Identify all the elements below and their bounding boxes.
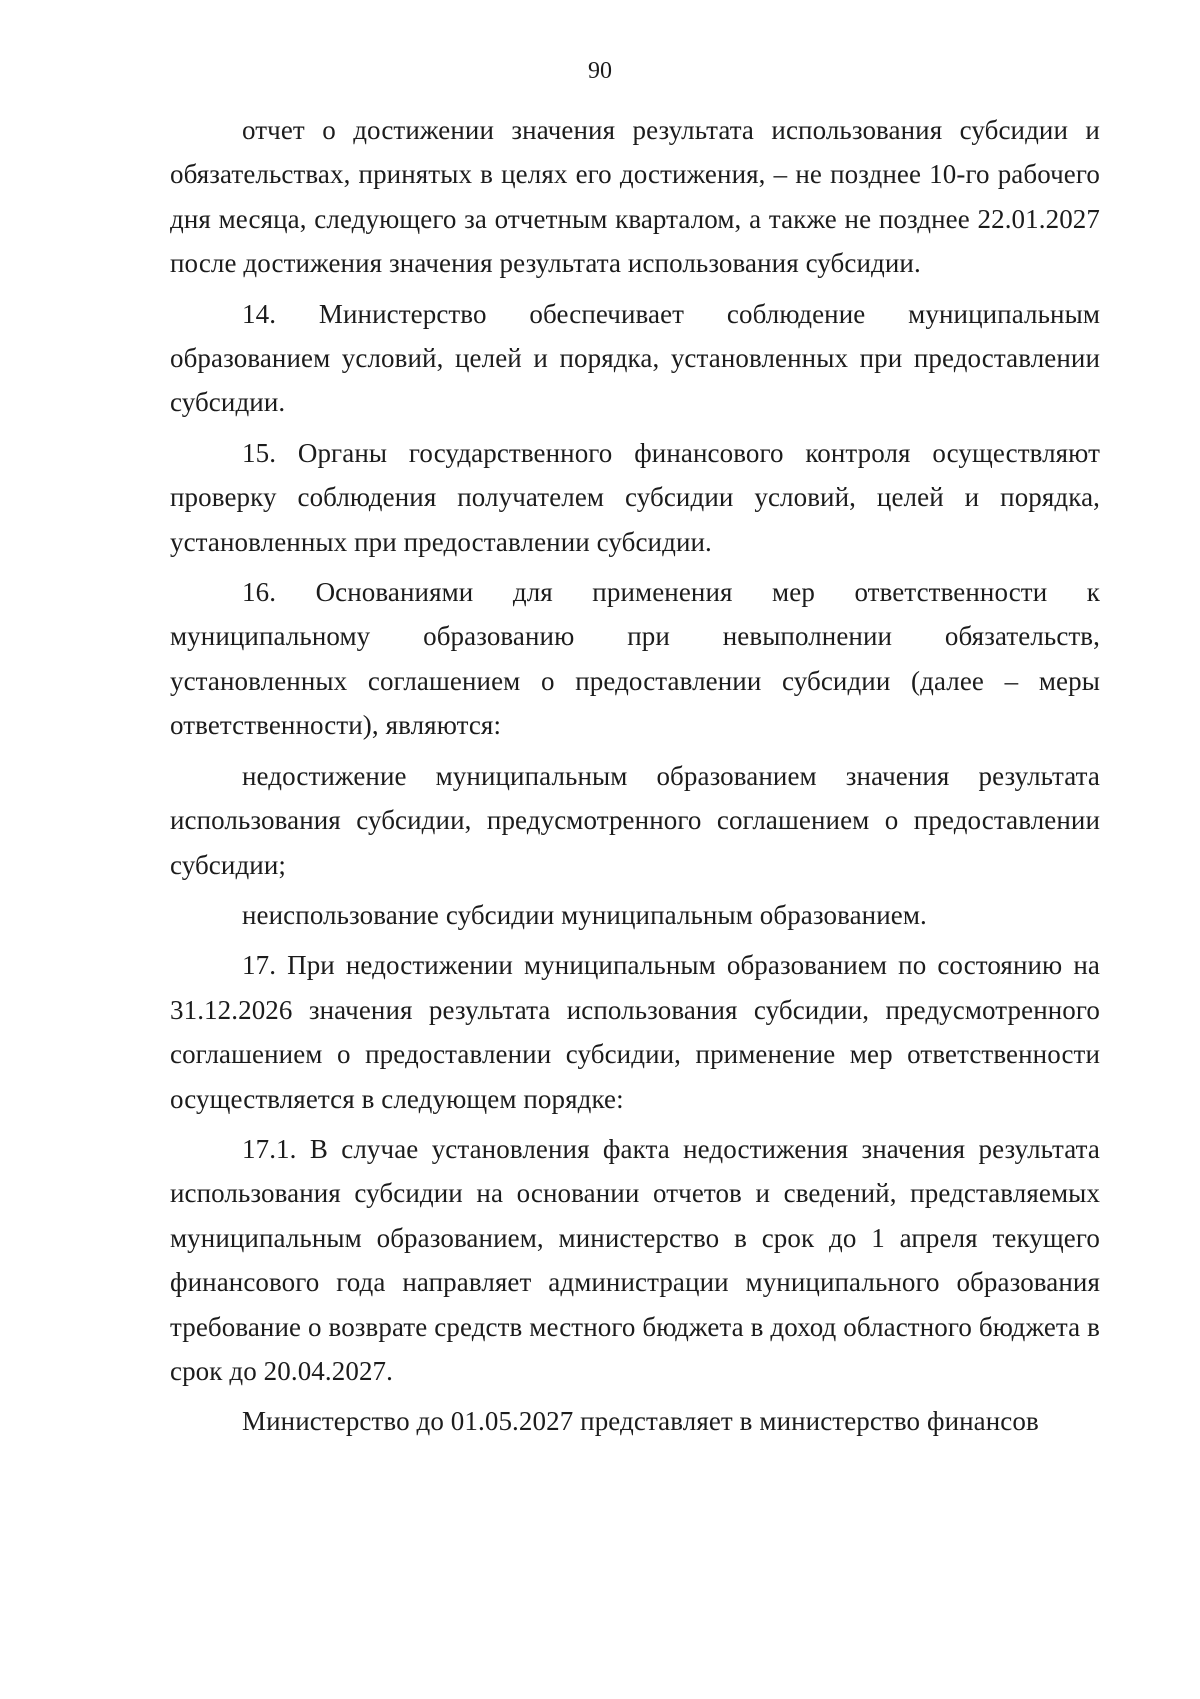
paragraph-16: 16. Основаниями для применения мер ответственности к муниципальному образованию при невыполнении обязательств, установленных соглашением о предоставлении субсидии (далее – меры ответственности), являются:	[170, 577, 1100, 741]
paragraph-17: 17. При недостижении муниципальным образованием по состоянию на 31.12.2026 значения результата использования субсидии, предусмотренного соглашением о предоставлении субсидии, применение мер ответственности осуществляется в следующем порядке:	[170, 950, 1100, 1114]
document-body	[170, 108, 1100, 1444]
paragraph-17-1: 17.1. В случае установления факта недостижения значения результата использования субсидии на основании отчетов и сведений, представляемых муниципальным образованием, министерство в срок до 1 апреля текущего финансового года направляет администрации муниципального образования требование о возврате средств местного бюджета в доход областного бюджета в срок до 20.04.2027.	[170, 1133, 1100, 1386]
paragraph-16-item-1: недостижение муниципальным образованием значения результата использования субсидии, предусмотренного соглашением о предоставлении субсидии;	[170, 760, 1100, 880]
paragraph-16-item-2: неиспользование субсидии муниципальным образованием.	[242, 899, 927, 930]
paragraph-15: 15. Органы государственного финансового контроля осуществляют проверку соблюдения получателем субсидии условий, целей и порядка, установленных при предоставлении субсидии.	[170, 437, 1100, 557]
page-number: 90	[588, 58, 612, 84]
paragraph-ministry-report: Министерство до 01.05.2027 представляет в министерство финансов	[242, 1406, 1039, 1437]
paragraph-report-deadline: отчет о достижении значения результата использования субсидии и обязательствах, принятых в целях его достижения, – не позднее 10-го рабочего дня месяца, следующего за отчетным кварталом, а также не позднее 22.01.2027 после достижения значения результата использования субсидии.	[170, 115, 1100, 279]
paragraph-14: 14. Министерство обеспечивает соблюдение муниципальным образованием условий, целей и порядка, установленных при предоставлении субсидии.	[170, 298, 1100, 418]
